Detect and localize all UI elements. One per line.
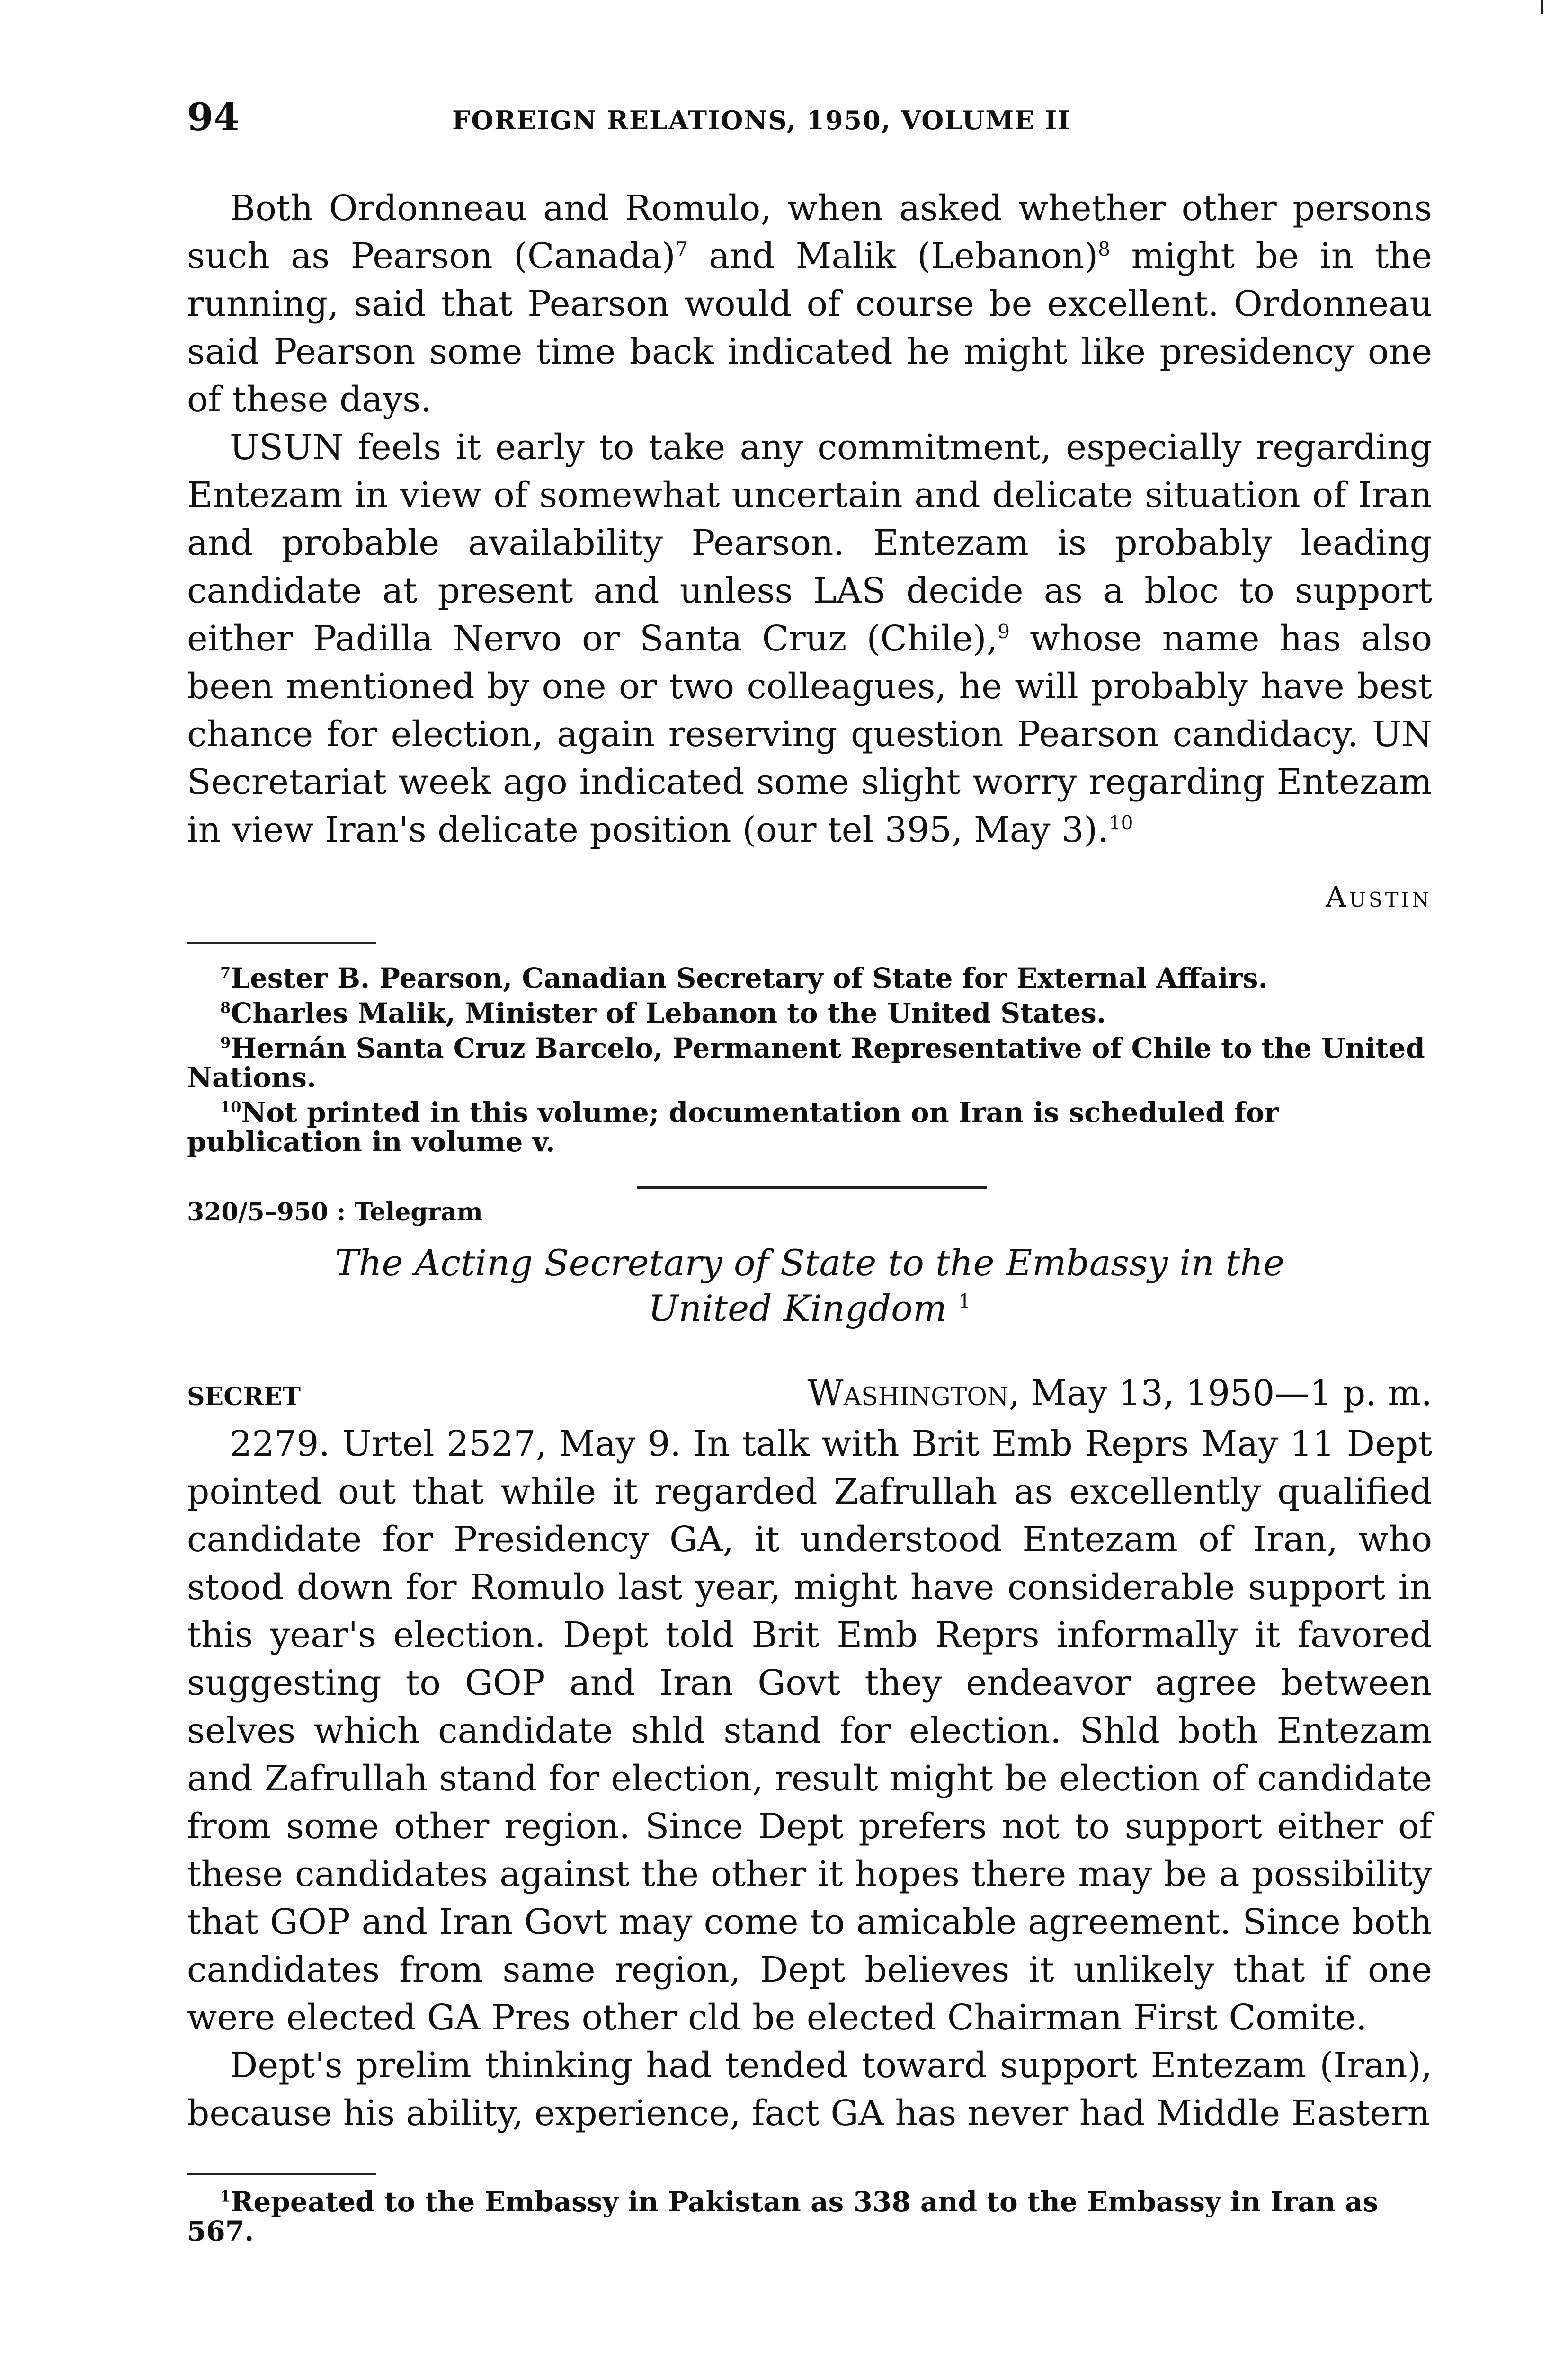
footnote-ref: 8: [1098, 238, 1111, 261]
text-run: whose name has also been mentioned by one or two colleagues, he will probably have best chance for election, again reserving question Pearson candidacy. UN Secretariat week ago indicated some slight worry regarding Entezam in view Iran's delicate position (our tel 395, May 3).: [187, 618, 1433, 850]
footnote-rule: [187, 942, 376, 944]
text-run: USUN feels it early to take any commitment, especially regarding Entezam in view of somewhat uncertain and delicate situation of Iran and probable availability Pearson. Entezam is probably leading candidate at present and unless LAS decide as a bloc to support either Padilla Nervo or Santa Cruz (Chile),: [187, 427, 1432, 659]
document-title: [187, 1240, 1432, 1331]
footnote: [187, 1098, 1432, 1157]
dateline-date: May 13, 1950—1 p. m.: [1020, 1373, 1432, 1414]
footnote-ref: 9: [998, 620, 1010, 643]
footnote-number: 9: [220, 1033, 231, 1052]
footnote-ref: 10: [1108, 811, 1133, 835]
page-header: [187, 95, 1437, 151]
footnote-text: Lester B. Pearson, Canadian Secretary of State for External Affairs.: [231, 962, 1268, 994]
telegram-body: [187, 1420, 1432, 2137]
footnote-number: 8: [220, 998, 231, 1017]
footnote: [187, 2187, 1432, 2246]
body-paragraph: [187, 185, 1432, 424]
signature: Austin: [1326, 881, 1432, 914]
title-line: United Kingdom $^1$: [648, 1287, 971, 1329]
dateline: [757, 1373, 1432, 1414]
title-line: The Acting Secretary of State to the Embassy in the: [334, 1242, 1285, 1284]
footnote-number: 10: [220, 1098, 241, 1116]
footnote-text: Hernán Santa Cruz Barcelo, Permanent Representative of Chile to the United Nations.: [187, 1032, 1425, 1094]
text-run: Dept's prelim thinking had tended toward support Entezam (Iran), because his ability, experience, fact GA has never had Middle Eastern: [187, 2045, 1432, 2134]
footnote-rule: [187, 2173, 376, 2175]
footnote-text: Not printed in this volume; documentation on Iran is scheduled for publication in volume v.: [187, 1096, 1279, 1158]
body-paragraph: [187, 1420, 1432, 2042]
text-run: 2279. Urtel 2527, May 9. In talk with Brit Emb Reprs May 11 Dept pointed out that while it regarded Zafrullah as excellently qualified candidate for Presidency GA, it understood Entezam of Iran, who stood down for Romulo last year, might have considerable support in this year's election. Dept told Brit Emb Reprs informally it favored suggesting to GOP and Iran Govt they endeavor agree between selves which candidate shld stand for election. Shld both Entezam and Zafrullah stand for election, result might be election of candidate from some other region. Since Dept prefers not to support either of these candidates against the other it hopes there may be a possibility that GOP and Iran Govt may come to amicable agreement. Since both candidates from same region, Dept believes it unlikely that if one were elected GA Pres other cld be elected Chairman First Comite.: [187, 1424, 1432, 2038]
text-run: and Malik (Lebanon): [687, 236, 1098, 276]
file-reference: 320/5–950 : Telegram: [187, 1198, 483, 1227]
previous-document-body: [187, 185, 1432, 854]
footnote: [187, 963, 1432, 993]
footnote-text: Repeated to the Embassy in Pakistan as 338 and to the Embassy in Iran as 567.: [187, 2186, 1379, 2247]
scan-edge-mark: [1541, 0, 1543, 14]
footnote-number: 1: [220, 2187, 231, 2206]
footnote: [187, 1033, 1432, 1092]
footnote-number: 7: [220, 963, 231, 982]
body-paragraph: [187, 424, 1432, 854]
footnote: [187, 998, 1432, 1028]
classification-marking: SECRET: [187, 1382, 301, 1411]
body-paragraph: [187, 2042, 1432, 2137]
telegram-footnotes: [187, 2187, 1432, 2251]
page-number: 94: [187, 95, 240, 139]
running-head: FOREIGN RELATIONS, 1950, VOLUME II: [452, 105, 1071, 135]
title-footnote-ref: 1: [958, 1290, 971, 1313]
text-run: might be in the running, said that Pearson would of course be excellent. Ordonneau said Pearson some time back indicated he might like presidency one of these days.: [187, 236, 1432, 420]
text-run: Both Ordonneau and Romulo, when asked whether other persons such as Pearson (Canada): [187, 188, 1432, 276]
footnote-ref: 7: [675, 238, 688, 261]
previous-document-footnotes: [187, 963, 1432, 1162]
footnote-text: Charles Malik, Minister of Lebanon to the United States.: [231, 997, 1106, 1029]
section-divider: [637, 1186, 987, 1189]
dateline-place: Washington,: [807, 1373, 1020, 1414]
